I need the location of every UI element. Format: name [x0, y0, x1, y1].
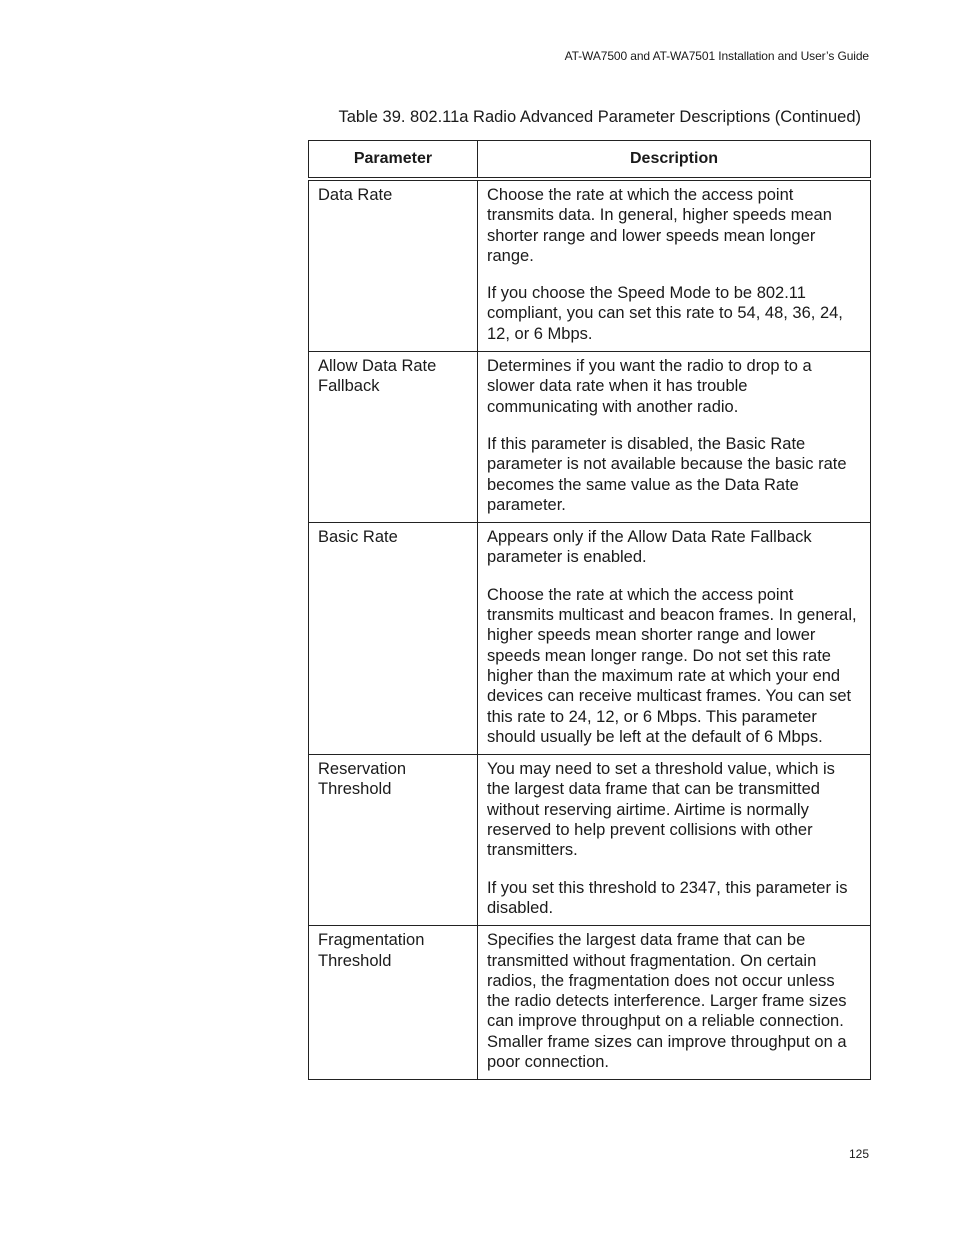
table-row: [309, 179, 871, 352]
table-header-row: [309, 141, 871, 180]
table-caption: Table 39. 802.11a Radio Advanced Parameter Descriptions (Continued): [338, 108, 861, 126]
column-header-description: Description: [478, 141, 871, 180]
column-header-parameter: Parameter: [309, 141, 478, 180]
parameter-cell: Allow Data Rate Fallback: [309, 352, 478, 523]
description-cell: [478, 523, 871, 755]
description-paragraph: Specifies the largest data frame that can be transmitted without fragmentation. On certain radios, the fragmentation does not occur unless the radio detects interference. Larger frame sizes can improve throughput on a reliable connection. Smaller frame sizes can improve throughput on a poor connection.: [487, 931, 847, 1071]
description-paragraph: You may need to set a threshold value, which is the largest data frame that can be transmitted without reserving airtime. Airtime is normally reserved to help prevent collisions with other transmitters.: [487, 760, 835, 860]
description-paragraph: Choose the rate at which the access point transmits multicast and beacon frames. In general, higher speeds mean shorter range and lower speeds mean longer range. Do not set this rate higher than the maximum rate at which your end devices can receive multicast frames. You can set this rate to 24, 12, or 6 Mbps. This parameter should usually be left at the default of 6 Mbps.: [487, 585, 857, 746]
description-cell: [478, 352, 871, 523]
description-paragraph: If you choose the Speed Mode to be 802.11 compliant, you can set this rate to 54, 48, 36, 24, 12, or 6 Mbps.: [487, 284, 843, 343]
running-header: AT-WA7500 and AT-WA7501 Installation and User’s Guide: [564, 49, 869, 63]
parameter-cell: Data Rate: [309, 179, 478, 352]
parameter-cell: Basic Rate: [309, 523, 478, 755]
description-cell: [478, 755, 871, 926]
page-number: 125: [848, 1147, 869, 1161]
description-cell: [478, 179, 871, 352]
table-row: [309, 523, 871, 755]
description-paragraph: If this parameter is disabled, the Basic Rate parameter is not available because the basic rate becomes the same value as the Data Rate parameter.: [487, 434, 847, 514]
parameter-table: [308, 140, 871, 1080]
description-paragraph: Choose the rate at which the access point transmits data. In general, higher speeds mean shorter range and lower speeds mean longer range.: [487, 186, 832, 265]
description-cell: [478, 926, 871, 1080]
description-paragraph: If you set this threshold to 2347, this parameter is disabled.: [487, 878, 848, 917]
description-paragraph: Determines if you want the radio to drop to a slower data rate when it has trouble communicating with another radio.: [487, 357, 812, 416]
parameter-cell: Fragmentation Threshold: [309, 926, 478, 1080]
table-row: [309, 352, 871, 523]
description-paragraph: Appears only if the Allow Data Rate Fallback parameter is enabled.: [487, 528, 812, 567]
parameter-cell: Reservation Threshold: [309, 755, 478, 926]
table-row: [309, 755, 871, 926]
table-row: [309, 926, 871, 1080]
